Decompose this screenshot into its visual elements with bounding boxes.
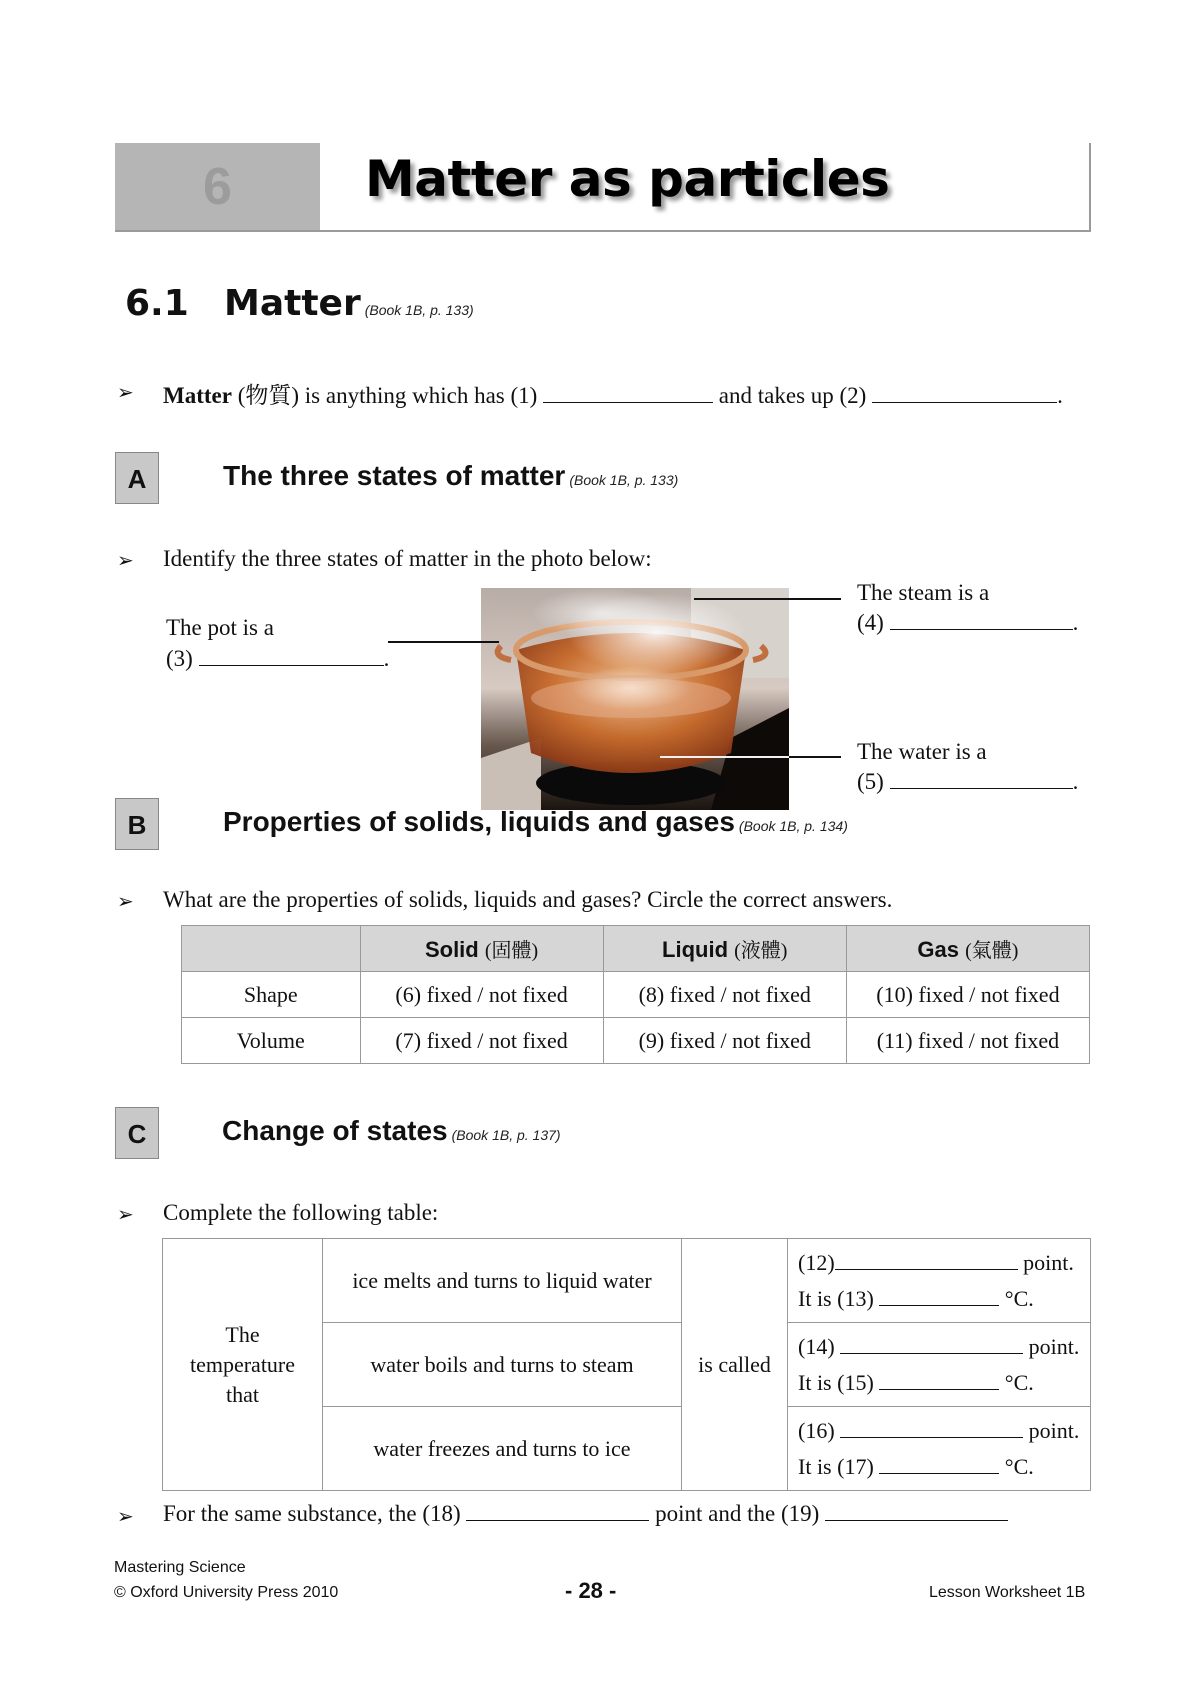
unit-label: °C.: [1004, 1369, 1034, 1395]
boiling-pot-image: [481, 588, 789, 810]
bullet-arrow-icon: ➢: [117, 889, 134, 913]
answer-number-14: (14): [798, 1333, 835, 1359]
water-label: The water is a: [857, 739, 987, 764]
change-of-states-table: [162, 1238, 1091, 1491]
pot-answer-line: [166, 646, 389, 672]
pot-label: The pot is a: [166, 615, 274, 640]
answer-cell-melting: [788, 1239, 1091, 1323]
event-melting: ice melts and turns to liquid water: [323, 1239, 682, 1323]
subsection-c-title: Change of states: [222, 1115, 448, 1146]
steam-answer-number: (4): [857, 610, 884, 635]
unit-label: °C.: [1004, 1285, 1034, 1311]
water-leader-line-outer: [789, 756, 841, 758]
temperature-lead-cell: The temperature that: [163, 1239, 323, 1491]
answer-number-12: (12): [798, 1249, 835, 1275]
event-freezing: water freezes and turns to ice: [323, 1407, 682, 1491]
matter-term: Matter: [163, 383, 232, 408]
answer-blank-5[interactable]: [890, 787, 1073, 789]
subsection-c-letter: C: [115, 1107, 159, 1159]
answer-blank-16[interactable]: [840, 1436, 1023, 1438]
pot-leader-line: [388, 641, 499, 643]
section-title: Matter: [224, 283, 361, 324]
answer-cell-6[interactable]: (6) fixed / not fixed: [360, 972, 603, 1018]
answer-blank-12[interactable]: [835, 1268, 1018, 1270]
subsection-c-heading: [222, 1115, 561, 1147]
section-number: 6.1: [125, 283, 189, 324]
subsection-b-title: Properties of solids, liquids and gases: [223, 806, 735, 837]
answer-blank-13[interactable]: [879, 1304, 999, 1306]
properties-table: [181, 925, 1090, 1064]
subsection-b-letter: B: [115, 798, 159, 850]
subsection-b-heading: [223, 806, 848, 838]
intro-sentence: [163, 377, 1063, 410]
subsection-b-ref: (Book 1B, p. 134): [738, 818, 848, 834]
subsection-a-ref: (Book 1B, p. 133): [569, 472, 679, 488]
pot-dot: .: [383, 646, 390, 671]
answer-cell-8[interactable]: (8) fixed / not fixed: [603, 972, 846, 1018]
matter-chinese: (物質): [237, 383, 300, 408]
answer-blank-15[interactable]: [879, 1388, 999, 1390]
subsection-b-instruction: What are the properties of solids, liquids and gases? Circle the correct answers.: [163, 887, 893, 912]
answer-cell-freezing: [788, 1407, 1091, 1491]
bullet-arrow-icon: ➢: [117, 1202, 134, 1226]
answer-blank-17[interactable]: [879, 1472, 999, 1474]
water-answer-number: (5): [857, 769, 884, 794]
boiling-pot-photo: [481, 588, 789, 810]
table-row: [163, 1239, 1091, 1323]
section-ref: (Book 1B, p. 133): [364, 302, 474, 318]
intro-text-2: and takes up (2): [718, 383, 867, 408]
header-gas: Gas (氣體): [846, 926, 1089, 972]
bullet-arrow-icon: ➢: [117, 380, 134, 404]
answer-blank-3[interactable]: [199, 664, 384, 666]
answer-blank-18[interactable]: [466, 1519, 649, 1521]
water-dot: .: [1072, 769, 1079, 794]
intro-end: .: [1057, 383, 1063, 408]
pot-answer-number: (3): [166, 646, 193, 671]
chapter-title: Matter as particles: [365, 150, 890, 208]
answer-cell-boiling: [788, 1323, 1091, 1407]
row-label-volume: Volume: [182, 1018, 361, 1064]
chapter-number: 6: [203, 158, 232, 216]
answer-number-17: It is (17): [798, 1453, 874, 1479]
final-text-1: For the same substance, the (18): [163, 1501, 461, 1526]
subsection-a-heading: [223, 460, 678, 492]
final-sentence: [163, 1501, 1008, 1527]
answer-blank-14[interactable]: [840, 1352, 1023, 1354]
steam-dot: .: [1072, 610, 1079, 635]
header-liquid: Liquid (液體): [603, 926, 846, 972]
answer-blank-2[interactable]: [872, 401, 1057, 403]
section-heading: [224, 283, 474, 324]
answer-blank-1[interactable]: [543, 401, 713, 403]
footer-publisher: © Oxford University Press 2010: [114, 1584, 339, 1601]
subsection-a-instruction: Identify the three states of matter in the photo below:: [163, 546, 652, 571]
footer-worksheet: Lesson Worksheet 1B: [929, 1584, 1086, 1601]
subsection-a-title: The three states of matter: [223, 460, 566, 491]
bullet-arrow-icon: ➢: [117, 548, 134, 572]
unit-label: °C.: [1004, 1453, 1034, 1479]
point-label: point.: [1028, 1333, 1080, 1359]
answer-cell-9[interactable]: (9) fixed / not fixed: [603, 1018, 846, 1064]
answer-number-16: (16): [798, 1417, 835, 1443]
event-boiling: water boils and turns to steam: [323, 1323, 682, 1407]
answer-blank-4[interactable]: [890, 628, 1073, 630]
chapter-header-right-rule: [1089, 143, 1091, 232]
point-label: point.: [1028, 1417, 1080, 1443]
bullet-arrow-icon: ➢: [117, 1504, 134, 1528]
answer-cell-10[interactable]: (10) fixed / not fixed: [846, 972, 1089, 1018]
is-called-cell: is called: [682, 1239, 788, 1491]
steam-label: The steam is a: [857, 580, 990, 605]
properties-header-row: [182, 926, 1090, 972]
footer-book: Mastering Science: [114, 1559, 246, 1576]
properties-corner-cell: [182, 926, 361, 972]
answer-cell-11[interactable]: (11) fixed / not fixed: [846, 1018, 1089, 1064]
water-answer-line: [857, 769, 1078, 795]
intro-text-1: is anything which has (1): [304, 383, 538, 408]
subsection-a-letter: A: [115, 452, 159, 504]
final-text-2: point and the (19): [655, 1501, 820, 1526]
subsection-c-instruction: Complete the following table:: [163, 1200, 439, 1225]
header-solid: Solid (固體): [360, 926, 603, 972]
answer-number-13: It is (13): [798, 1285, 874, 1311]
steam-leader-line: [694, 598, 841, 600]
answer-number-15: It is (15): [798, 1369, 874, 1395]
row-label-shape: Shape: [182, 972, 361, 1018]
page-number: - 28 -: [565, 1578, 617, 1603]
subsection-c-ref: (Book 1B, p. 137): [451, 1127, 561, 1143]
chapter-header-rule: [115, 230, 1091, 232]
point-label: point.: [1023, 1249, 1074, 1275]
answer-blank-19[interactable]: [825, 1519, 1008, 1521]
table-row: [182, 1018, 1090, 1064]
answer-cell-7[interactable]: (7) fixed / not fixed: [360, 1018, 603, 1064]
table-row: [182, 972, 1090, 1018]
steam-answer-line: [857, 610, 1078, 636]
